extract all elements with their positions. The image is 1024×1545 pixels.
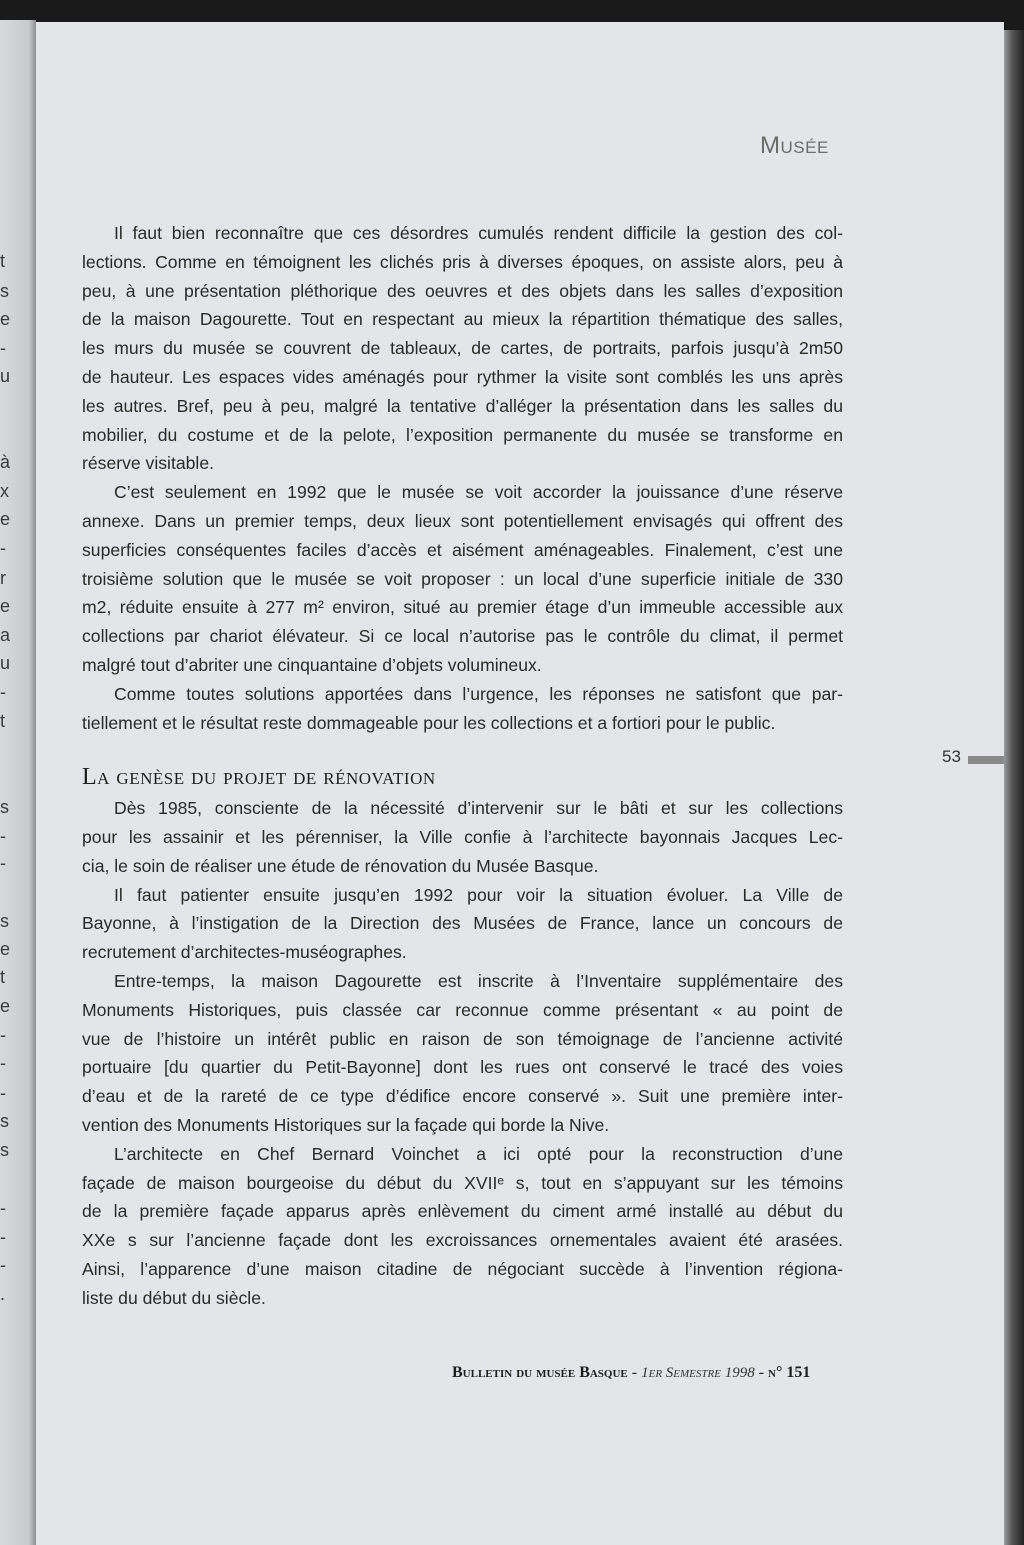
previous-page-fragment: . (0, 1284, 6, 1304)
previous-page-fragment: à (0, 452, 11, 472)
text-line: pour les assainir et les pérenniser, la Ville confie à l’architecte bayonnais Jacques Lec- (82, 826, 843, 847)
paragraph (82, 219, 843, 478)
text-line: mobilier, du costume et de la pelote, l’exposition permanente du musée se transforme en (82, 424, 843, 445)
text-line: les murs du musée se couvrent de tableaux, de cartes, de portraits, parfois jusqu’à 2m50 (82, 338, 843, 359)
paragraph (82, 967, 843, 1140)
previous-page-fragment: - (0, 538, 6, 558)
previous-page-fragment: e (0, 939, 11, 959)
previous-page-fragment: r (0, 568, 6, 588)
paragraph (82, 881, 843, 967)
text-line: les autres. Bref, peu à peu, malgré la tentative d’alléger la présentation dans les salles du (82, 395, 843, 416)
previous-page-fragment: u (0, 366, 11, 386)
previous-page-fragment: u (0, 653, 11, 673)
paragraph (82, 1140, 843, 1313)
text-line: Comme toutes solutions apportées dans l’urgence, les réponses ne satisfont que par- (114, 683, 843, 704)
previous-page-fragment: - (0, 853, 6, 873)
previous-page-fragment: e (0, 309, 11, 329)
previous-page-edge (0, 20, 36, 1545)
previous-page-fragment: s (0, 1140, 9, 1160)
text-line: réserve visitable. (82, 453, 215, 474)
previous-page-fragment: s (0, 797, 9, 817)
text-line: L’architecte en Chef Bernard Voinchet a ici opté pour la reconstruction d’une (114, 1143, 843, 1164)
text-line: recrutement d’architectes-muséographes. (82, 942, 407, 963)
previous-page-fragment: s (0, 1111, 9, 1131)
previous-page-fragment: - (0, 682, 6, 702)
text-line: cia, le soin de réaliser une étude de rénovation du Musée Basque. (82, 855, 599, 876)
text-line: lections. Comme en témoignent les clichés pris à diverses époques, on assiste alors, peu à (82, 251, 843, 272)
running-header: Musée (760, 132, 829, 159)
text-line: Entre-temps, la maison Dagourette est inscrite à l’Inventaire supplémentaire des (114, 970, 843, 991)
previous-page-fragment: - (0, 1255, 6, 1275)
text-line: vue de l’histoire un intérêt public en raison de son témoignage de l’ancienne activité (82, 1028, 843, 1049)
previous-page-fragment: - (0, 1053, 6, 1073)
footer (452, 1364, 810, 1382)
text-line: m2, réduite ensuite à 277 m² environ, situé au premier étage d’un immeuble accessible aux (82, 597, 843, 618)
text-line: Bayonne, à l’instigation de la Direction des Musées de France, lance un concours de (82, 913, 843, 934)
text-line: liste du début du siècle. (82, 1287, 266, 1308)
footer-number: n° 151 (768, 1364, 811, 1381)
text-line: collections par chariot élévateur. Si ce local n’autorise pas le contrôle du climat, il permet (82, 626, 843, 647)
section-heading: La genèse du projet de rénovation (82, 764, 436, 791)
page-number: 53 (942, 747, 961, 766)
previous-page-fragment: e (0, 596, 11, 616)
text-line: Monuments Historiques, puis classée car reconnue comme présentant « au point de (82, 999, 843, 1020)
footer-separator: - (754, 1364, 769, 1381)
previous-page-fragment: - (0, 1025, 6, 1045)
text-line: de la maison Dagourette. Tout en respectant au mieux la répartition thématique des salles, (82, 309, 843, 330)
previous-page-fragment: - (0, 1198, 6, 1218)
text-line: Dès 1985, consciente de la nécessité d’intervenir sur le bâti et sur les collections (114, 798, 843, 819)
page-number-marker (968, 756, 1004, 764)
text-line: Il faut patienter ensuite jusqu’en 1992 pour voir la situation évoluer. La Ville de (114, 884, 843, 905)
previous-page-fragment: s (0, 911, 9, 931)
paragraph (82, 680, 843, 738)
previous-page-fragment: a (0, 625, 11, 645)
text-line: portuaire [du quartier du Petit-Bayonne] dont les rues ont conservé le tracé des voies (82, 1057, 843, 1078)
previous-page-fragment: e (0, 509, 11, 529)
previous-page-fragment: e (0, 996, 11, 1016)
previous-page-fragment: x (0, 481, 9, 501)
footer-title: Bulletin du musée Basque (452, 1364, 628, 1381)
text-line: vention des Monuments Historiques sur la façade qui borde la Nive. (82, 1114, 610, 1135)
paragraphs-after-heading (82, 794, 843, 1312)
text-line: malgré tout d’abriter une cinquantaine d’objets volumineux. (82, 654, 542, 675)
previous-page-fragment: - (0, 1227, 6, 1247)
paragraphs-before-heading (82, 219, 843, 737)
text-line: d’eau et de la rareté de ce type d’édifice encore conservé ». Suit une première inter- (82, 1086, 843, 1107)
text-line: de hauteur. Les espaces vides aménagés pour rythmer la visite sont comblés les uns après (82, 366, 843, 387)
footer-issue: 1er Semestre 1998 (641, 1365, 755, 1381)
text-line: C’est seulement en 1992 que le musée se voit accorder la jouissance d’une réserve (114, 482, 843, 503)
text-line: Il faut bien reconnaître que ces désordres cumulés rendent difficile la gestion des col- (114, 223, 843, 243)
previous-page-fragment: - (0, 338, 6, 358)
previous-page-fragment: - (0, 1083, 6, 1103)
footer-separator: - (627, 1364, 642, 1381)
text-line: tiellement et le résultat reste dommageable pour les collections et a fortiori pour le public. (82, 712, 776, 733)
text-line: annexe. Dans un premier temps, deux lieux sont potentiellement envisagés qui offrent des (82, 510, 843, 531)
text-line: de la première façade apparus après enlèvement du ciment armé installé au début du (82, 1201, 843, 1222)
page-edge-shadow (1004, 30, 1024, 1545)
text-line: troisième solution que le musée se voit proposer : un local d’une superficie initiale de 330 (82, 568, 843, 589)
previous-page-fragment: t (0, 967, 6, 987)
previous-page-fragment: s (0, 281, 9, 301)
previous-page-fragment: - (0, 826, 6, 846)
previous-page-fragment: t (0, 251, 6, 271)
article-body (82, 219, 843, 1312)
text-line: superficies conséquentes faciles d’accès et aisément aménageables. Finalement, c’est une (82, 539, 843, 560)
text-line: Ainsi, l’apparence d’une maison citadine de négociant succède à l’invention régiona- (82, 1258, 843, 1279)
text-line: façade de maison bourgeoise du début du XVIIᵉ s, tout en s’appuyant sur les témoins (82, 1172, 843, 1193)
paragraph (82, 794, 843, 880)
paragraph (82, 478, 843, 680)
text-line: peu, à une présentation pléthorique des oeuvres et des objets dans les salles d’exposition (82, 280, 843, 301)
previous-page-fragment: t (0, 711, 6, 731)
text-line: XXe s sur l’ancienne façade dont les excroissances ornementales avaient été arasées. (82, 1230, 843, 1251)
